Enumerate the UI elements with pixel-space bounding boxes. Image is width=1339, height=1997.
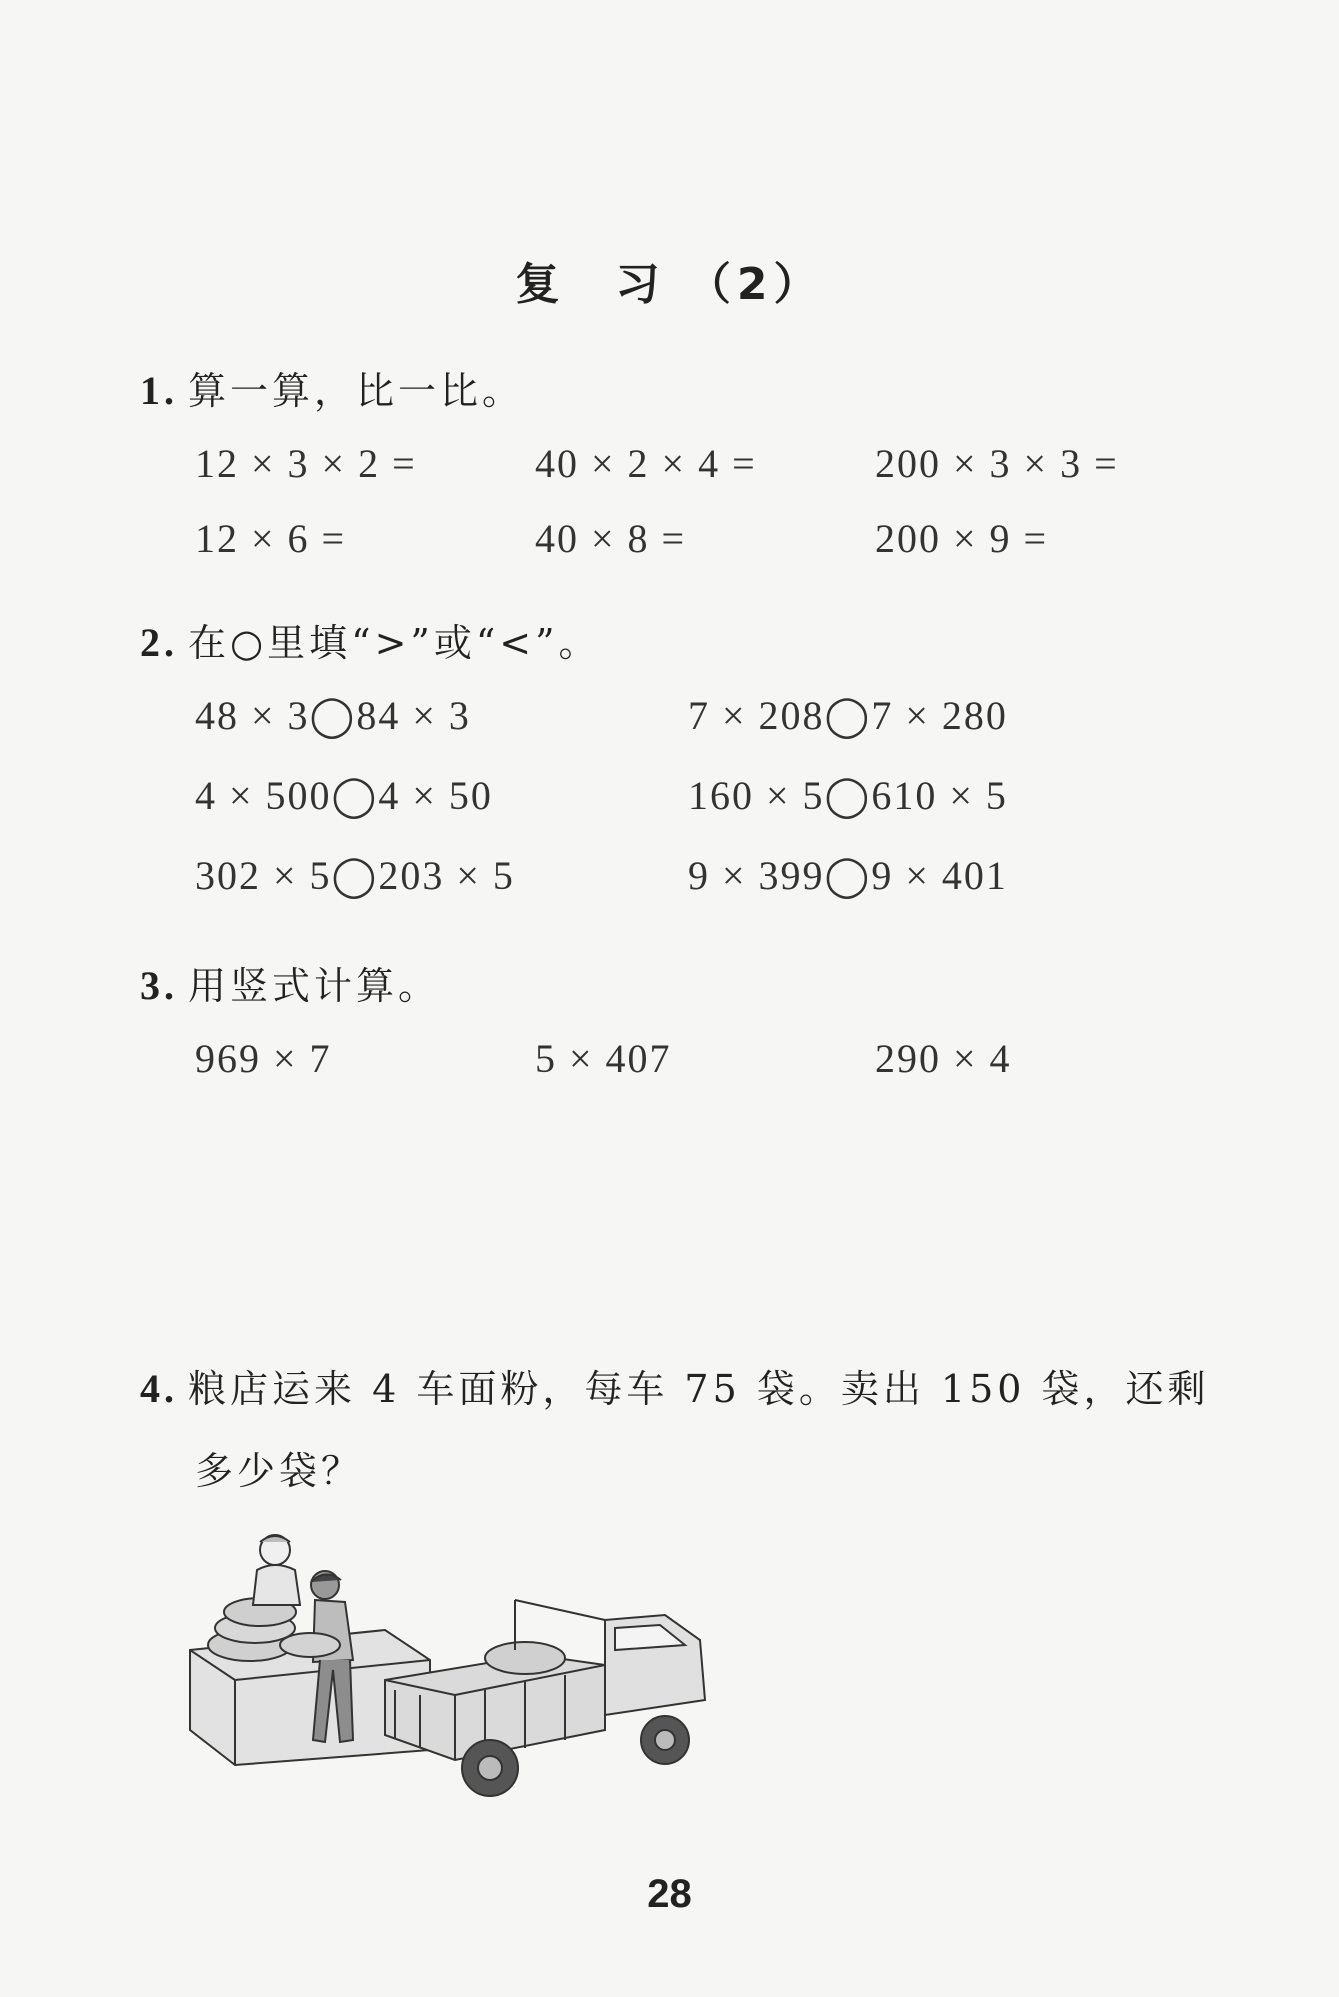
question-4-number: 4. <box>140 1366 178 1411</box>
question-3 <box>140 955 440 1010</box>
q1-expr: 40 × 2 × 4 = <box>535 441 757 486</box>
question-2 <box>140 612 601 667</box>
q2-expr: 4 × 500◯4 × 50 <box>195 773 493 818</box>
q1-expr: 12 × 3 × 2 = <box>195 441 417 486</box>
question-1-text: 算一算，比一比。 <box>188 369 525 413</box>
question-2-number: 2. <box>140 620 178 665</box>
q2-expr: 302 × 5◯203 × 5 <box>195 853 515 898</box>
flour-shop-truck-illustration <box>185 1530 755 1820</box>
q1-expr: 200 × 9 = <box>875 516 1049 561</box>
q3-expr: 5 × 407 <box>535 1036 672 1081</box>
question-4 <box>140 1358 1210 1413</box>
q1-expr: 40 × 8 = <box>535 516 687 561</box>
q2-expr: 9 × 399◯9 × 401 <box>688 853 1008 898</box>
page-title: 复 习 （2） <box>515 259 824 310</box>
question-1 <box>140 360 524 415</box>
question-2-text: 在○里填“>”或“<”。 <box>188 621 601 665</box>
q2-expr: 160 × 5◯610 × 5 <box>688 773 1008 818</box>
question-1-number: 1. <box>140 368 178 413</box>
q1-expr: 200 × 3 × 3 = <box>875 441 1119 486</box>
q2-expr: 48 × 3◯84 × 3 <box>195 693 471 738</box>
q1-expr: 12 × 6 = <box>195 516 347 561</box>
question-4-text-line2: 多少袋？ <box>195 1449 364 1493</box>
q3-expr: 290 × 4 <box>875 1036 1012 1081</box>
question-3-text: 用竖式计算。 <box>188 964 441 1008</box>
q3-expr: 969 × 7 <box>195 1036 332 1081</box>
page-number: 28 <box>647 1872 692 1916</box>
question-3-number: 3. <box>140 963 178 1008</box>
q2-expr: 7 × 208◯7 × 280 <box>688 693 1008 738</box>
question-4-text-line1: 粮店运来 4 车面粉，每车 75 袋。卖出 150 袋，还剩 <box>188 1367 1210 1411</box>
